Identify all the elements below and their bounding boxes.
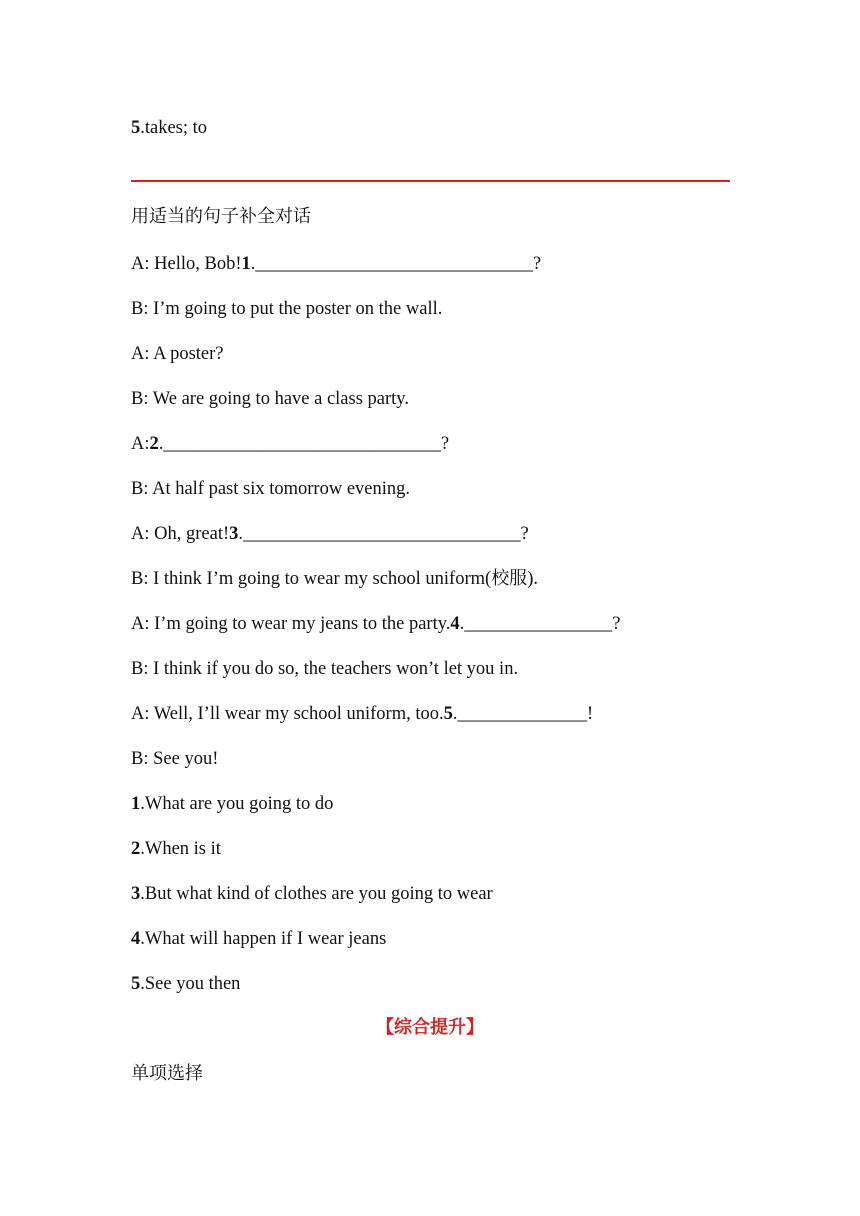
answer-number: 2 <box>131 839 141 859</box>
answer-number: 5 <box>131 118 141 138</box>
answer-3 <box>131 882 493 906</box>
answer-text: .When is it <box>140 839 221 859</box>
dialogue-line-2: B: I’m going to put the poster on the wall. <box>131 299 443 319</box>
answer-number: 5 <box>131 974 141 994</box>
blank-number: 4 <box>450 614 460 634</box>
prev-answer-5 <box>131 116 207 140</box>
blank-number: 3 <box>229 524 239 544</box>
section-title: 用适当的句子补全对话 <box>131 206 311 227</box>
answer-number: 3 <box>131 884 141 904</box>
cjk-gloss: 校服 <box>491 568 528 589</box>
section-subheading: 单项选择 <box>131 1063 203 1084</box>
answer-text: .But what kind of clothes are you going to wear <box>140 884 493 904</box>
blank-number: 1 <box>241 254 251 274</box>
answer-text: .takes; to <box>140 118 208 138</box>
dialogue-line-8: B: I think I’m going to wear my school uniform(校服). <box>131 568 538 589</box>
answer-2 <box>131 837 221 861</box>
dialogue-line-3: A: A poster? <box>131 344 224 364</box>
section-heading: 【综合提升】 <box>376 1017 484 1038</box>
answer-number: 1 <box>131 794 141 814</box>
dialogue-line-7: A: Oh, great!3.______________________________? <box>131 524 529 544</box>
blank-line: .______________ <box>452 704 587 724</box>
answer-number: 4 <box>131 929 141 949</box>
blank-number: 2 <box>149 434 159 454</box>
answer-text: .What are you going to do <box>140 794 334 814</box>
dialogue-line-6: B: At half past six tomorrow evening. <box>131 479 411 499</box>
answer-text: .What will happen if I wear jeans <box>140 929 387 949</box>
answer-text: .See you then <box>140 974 241 994</box>
blank-line: .________________ <box>459 614 613 634</box>
dialogue-line-12: B: See you! <box>131 749 219 769</box>
blank-line: .______________________________ <box>250 254 533 274</box>
dialogue-line-9: A: I’m going to wear my jeans to the party.4.________________? <box>131 614 621 634</box>
dialogue-line-10: B: I think if you do so, the teachers won’t let you in. <box>131 659 519 679</box>
blank-line: .______________________________ <box>158 434 441 454</box>
dialogue-line-4: B: We are going to have a class party. <box>131 389 409 409</box>
blank-number: 5 <box>443 704 453 724</box>
dialogue-line-11: A: Well, I’ll wear my school uniform, too.5.______________! <box>131 704 594 724</box>
answer-4 <box>131 927 386 951</box>
answer-5 <box>131 972 240 996</box>
dialogue-line-1: A: Hello, Bob!1.______________________________? <box>131 254 542 274</box>
answer-1 <box>131 792 333 816</box>
section-divider <box>131 180 730 182</box>
blank-line: .______________________________ <box>238 524 521 544</box>
dialogue-line-5: A:2.______________________________? <box>131 434 450 454</box>
